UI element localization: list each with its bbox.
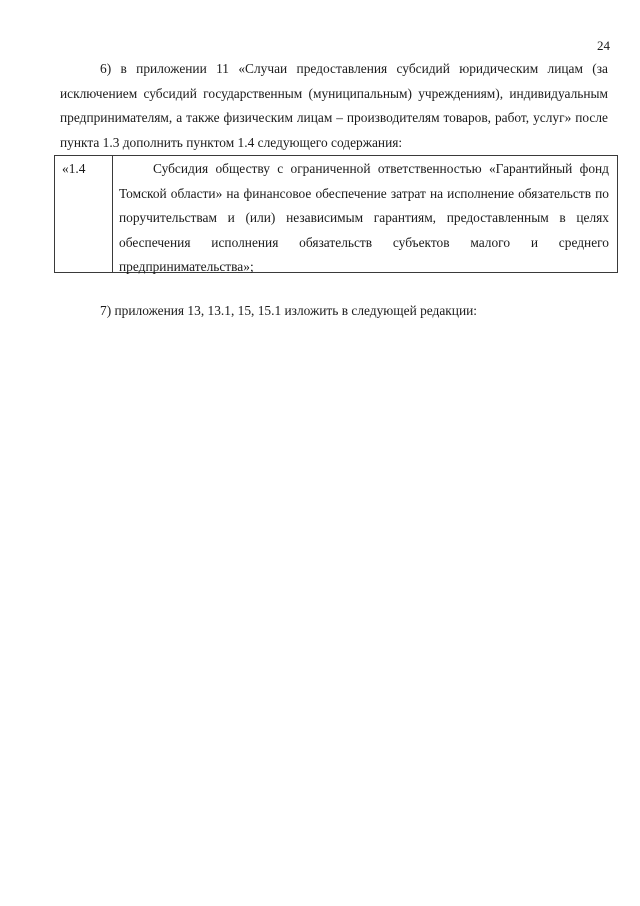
table-cell-number: «1.4 (55, 156, 113, 272)
item-7-paragraph: 7) приложения 13, 13.1, 15, 15.1 изложить в следующей редакции: (100, 303, 478, 318)
table-cell-text: Субсидия обществу с ограниченной ответственностью «Гарантийный фонд Томской области» на финансовое обеспечение затрат на исполнение обязательств по поручительствам и (или) независимым гарантиям, предоставленным в целях обеспечения исполнения обязательств субъектов малого и среднего предпринимательства»; (119, 161, 609, 274)
item-6-paragraph: 6) в приложении 11 «Случаи предоставления субсидий юридическим лицам (за исключением субсидий государственным (муниципальным) учреждениям), индивидуальным предпринимателям, а также физическим лицам – производителям товаров, работ, услуг» после пункта 1.3 дополнить пунктом 1.4 следующего содержания: (60, 61, 608, 150)
page-number: 24 (597, 38, 610, 53)
amendment-table (54, 155, 618, 273)
